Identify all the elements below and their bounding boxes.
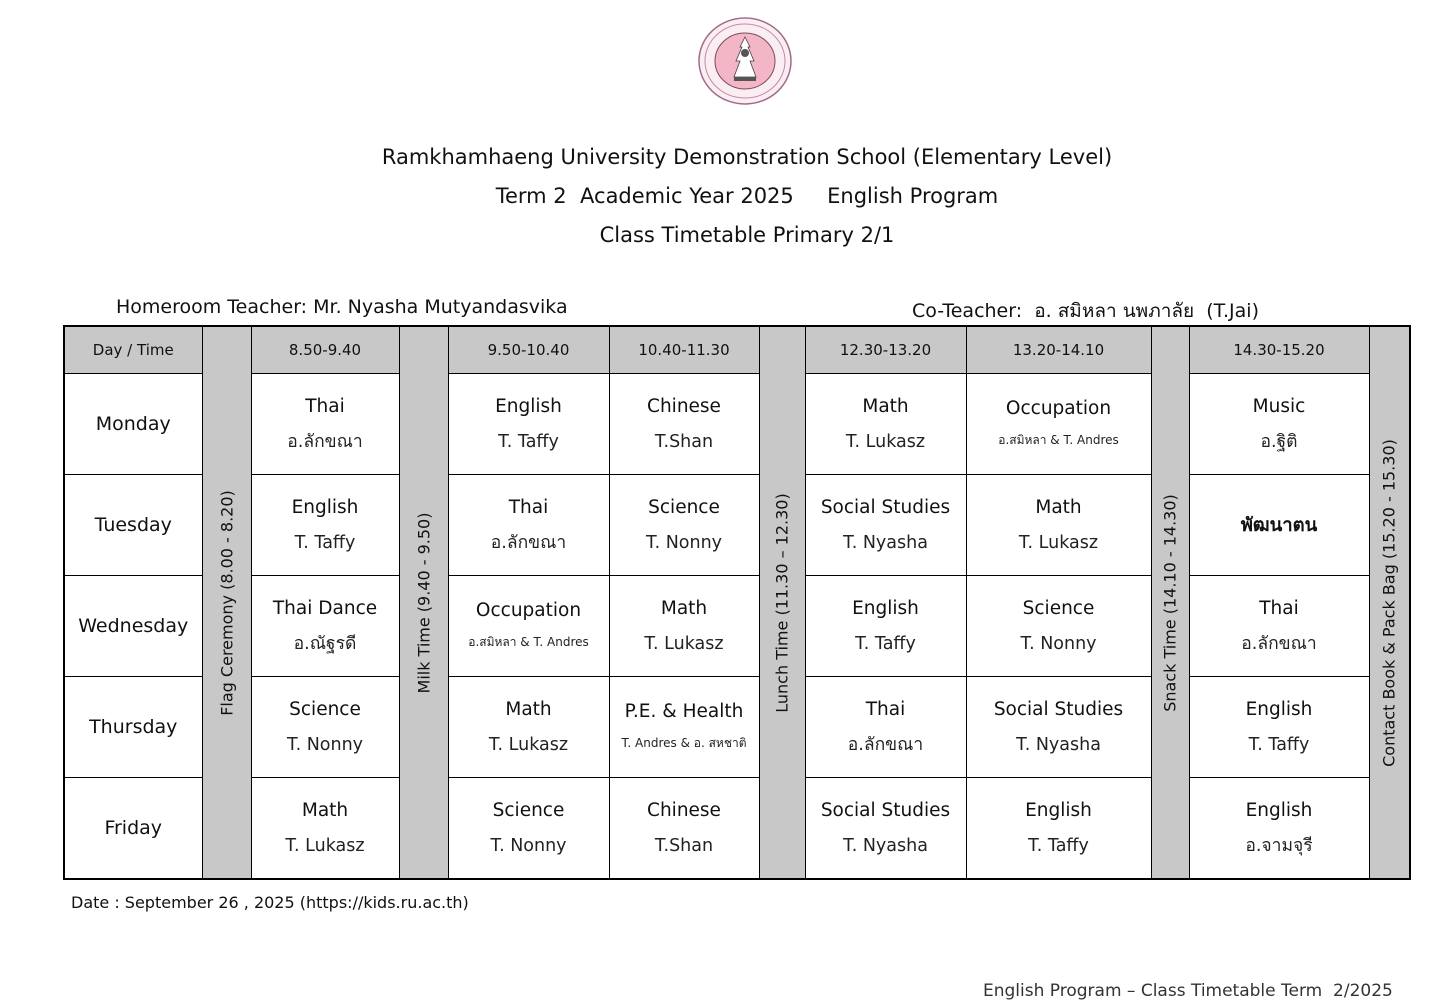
class-cell xyxy=(805,677,966,778)
contact-book-break xyxy=(1369,326,1410,879)
class-cell xyxy=(805,778,966,880)
subject: English xyxy=(291,496,359,518)
day-row-monday xyxy=(64,374,1410,475)
teacher: T. Nonny xyxy=(645,532,723,553)
teacher: T. Taffy xyxy=(1248,734,1310,755)
period-header: 9.50-10.40 xyxy=(448,326,609,374)
teacher: T. Lukasz xyxy=(285,835,365,856)
period-header: 13.20-14.10 xyxy=(966,326,1151,374)
subject: Thai Dance xyxy=(272,597,378,619)
class-cell xyxy=(609,475,759,576)
subject: English xyxy=(495,395,562,417)
teacher: T. Nyasha xyxy=(843,835,928,856)
teacher: T. Taffy xyxy=(1028,835,1089,856)
teacher: อ.สมิหลา & T. Andres xyxy=(998,432,1119,447)
teacher: T. Nyasha xyxy=(843,532,928,553)
class-cell xyxy=(966,475,1151,576)
class-cell xyxy=(1189,576,1369,677)
teacher: T.Shan xyxy=(654,835,714,856)
subject: Occupation xyxy=(1005,397,1112,419)
subject: Math xyxy=(1035,496,1082,518)
subject: Science xyxy=(648,496,720,518)
teacher: T. Lukasz xyxy=(845,431,926,452)
co-teacher: Co-Teacher: อ. สมิหลา นพภาลัย (T.Jai) xyxy=(912,300,1259,322)
teacher: อ.ณัฐรดี xyxy=(293,633,357,654)
day-label: Friday xyxy=(64,778,202,880)
teacher: T. Taffy xyxy=(498,431,559,452)
class-cell xyxy=(448,677,609,778)
class-cell xyxy=(966,778,1151,880)
teacher: T. Lukasz xyxy=(1018,532,1099,553)
lunch-time-break xyxy=(759,326,805,879)
teacher: T. Lukasz xyxy=(488,734,569,755)
corner-cell: Day / Time xyxy=(64,326,202,374)
class-cell xyxy=(805,576,966,677)
subject: Social Studies xyxy=(993,698,1124,720)
subject: Occupation xyxy=(475,599,582,621)
subject: Science xyxy=(492,799,565,821)
class-cell xyxy=(251,576,399,677)
timetable xyxy=(63,325,1411,880)
milk-time-break xyxy=(399,326,448,879)
flag-ceremony-label: Flag Ceremony (8.00 - 8.20) xyxy=(217,489,236,716)
teacher: อ.ลักขณา xyxy=(490,532,567,553)
day-row-thursday xyxy=(64,677,1410,778)
subject: P.E. & Health xyxy=(624,700,744,722)
header-row xyxy=(64,326,1410,374)
subject: Thai xyxy=(508,496,549,518)
class-cell xyxy=(609,576,759,677)
teacher: T. Nonny xyxy=(286,734,364,755)
class-cell xyxy=(1189,374,1369,475)
teacher: อ.ฐิติ xyxy=(1260,431,1298,452)
teacher: T.Shan xyxy=(654,431,714,452)
subject: Music xyxy=(1252,395,1306,417)
teacher: อ.ลักขณา xyxy=(847,734,924,755)
subject: English xyxy=(1245,698,1313,720)
class-cell xyxy=(609,374,759,475)
teacher: T. Andres & อ. สหชาติ xyxy=(621,735,747,750)
flag-ceremony-break xyxy=(202,326,251,879)
day-row-wednesday xyxy=(64,576,1410,677)
subject: Thai xyxy=(1259,597,1299,619)
teacher: T. Taffy xyxy=(855,633,916,654)
day-label: Thursday xyxy=(64,677,202,778)
class-cell xyxy=(966,374,1151,475)
class-cell xyxy=(1189,778,1369,880)
subject: Thai xyxy=(865,698,906,720)
period-header: 8.50-9.40 xyxy=(251,326,399,374)
term-program-line: Term 2 Academic Year 2025 English Program xyxy=(495,184,999,208)
class-cell xyxy=(448,576,609,677)
class-cell xyxy=(966,677,1151,778)
school-name-line: Ramkhamhaeng University Demonstration School (Elementary Level) xyxy=(381,145,1113,169)
teacher: อ.ลักขณา xyxy=(1241,633,1317,654)
subject: Math xyxy=(660,597,708,619)
contact-book-label: Contact Book & Pack Bag (15.20 - 15.30) xyxy=(1379,438,1399,767)
class-line: Class Timetable Primary 2/1 xyxy=(599,223,895,247)
day-row-friday xyxy=(64,778,1410,880)
class-cell xyxy=(251,778,399,880)
period-header: 12.30-13.20 xyxy=(805,326,966,374)
subject: Social Studies xyxy=(820,496,951,518)
class-cell xyxy=(1189,475,1369,576)
subject: English xyxy=(1025,799,1092,821)
school-seal-logo xyxy=(698,17,792,105)
class-cell xyxy=(609,677,759,778)
period-header: 10.40-11.30 xyxy=(609,326,759,374)
subject: Science xyxy=(1022,597,1095,619)
class-cell xyxy=(805,475,966,576)
subject: Chinese xyxy=(647,395,721,417)
class-cell xyxy=(251,677,399,778)
subject: Social Studies xyxy=(820,799,951,821)
milk-time-label: Milk Time (9.40 - 9.50) xyxy=(414,512,433,693)
period-header: 14.30-15.20 xyxy=(1189,326,1369,374)
subject: Math xyxy=(505,698,552,720)
teacher: อ.จามจุรี xyxy=(1245,835,1313,856)
class-cell xyxy=(1189,677,1369,778)
day-label: Tuesday xyxy=(64,475,202,576)
teacher: T. Lukasz xyxy=(644,633,724,654)
subject: พัฒนาตน xyxy=(1240,514,1318,536)
teacher: T. Taffy xyxy=(294,532,356,553)
snack-time-break xyxy=(1151,326,1189,879)
teacher: T. Nonny xyxy=(1020,633,1097,654)
subject: Math xyxy=(862,395,909,417)
day-label: Wednesday xyxy=(64,576,202,677)
subject: Chinese xyxy=(647,799,721,821)
homeroom-teacher: Homeroom Teacher: Mr. Nyasha Mutyandasvika xyxy=(116,296,568,318)
footer-text: English Program – Class Timetable Term 2/2025 xyxy=(983,981,1393,1001)
subject: English xyxy=(1245,799,1313,821)
teacher: อ.ลักขณา xyxy=(287,431,363,452)
date-line: Date : September 26 , 2025 (https://kids.ru.ac.th) xyxy=(71,893,469,912)
subject: Thai xyxy=(305,395,345,417)
day-row-tuesday xyxy=(64,475,1410,576)
subject: Math xyxy=(301,799,349,821)
class-cell xyxy=(448,778,609,880)
class-cell xyxy=(966,576,1151,677)
class-cell xyxy=(251,374,399,475)
class-cell xyxy=(448,374,609,475)
teacher: T. Nonny xyxy=(490,835,567,856)
day-label: Monday xyxy=(64,374,202,475)
class-cell xyxy=(448,475,609,576)
teacher: T. Nyasha xyxy=(1016,734,1101,755)
class-cell xyxy=(251,475,399,576)
teacher: อ.สมิหลา & T. Andres xyxy=(468,634,589,649)
document-title xyxy=(0,138,1447,255)
subject: Science xyxy=(289,698,361,720)
class-cell xyxy=(805,374,966,475)
snack-time-label: Snack Time (14.10 - 14.30) xyxy=(1160,493,1180,712)
lunch-time-label: Lunch Time (11.30 – 12.30) xyxy=(772,492,792,713)
subject: English xyxy=(852,597,919,619)
class-cell xyxy=(609,778,759,880)
